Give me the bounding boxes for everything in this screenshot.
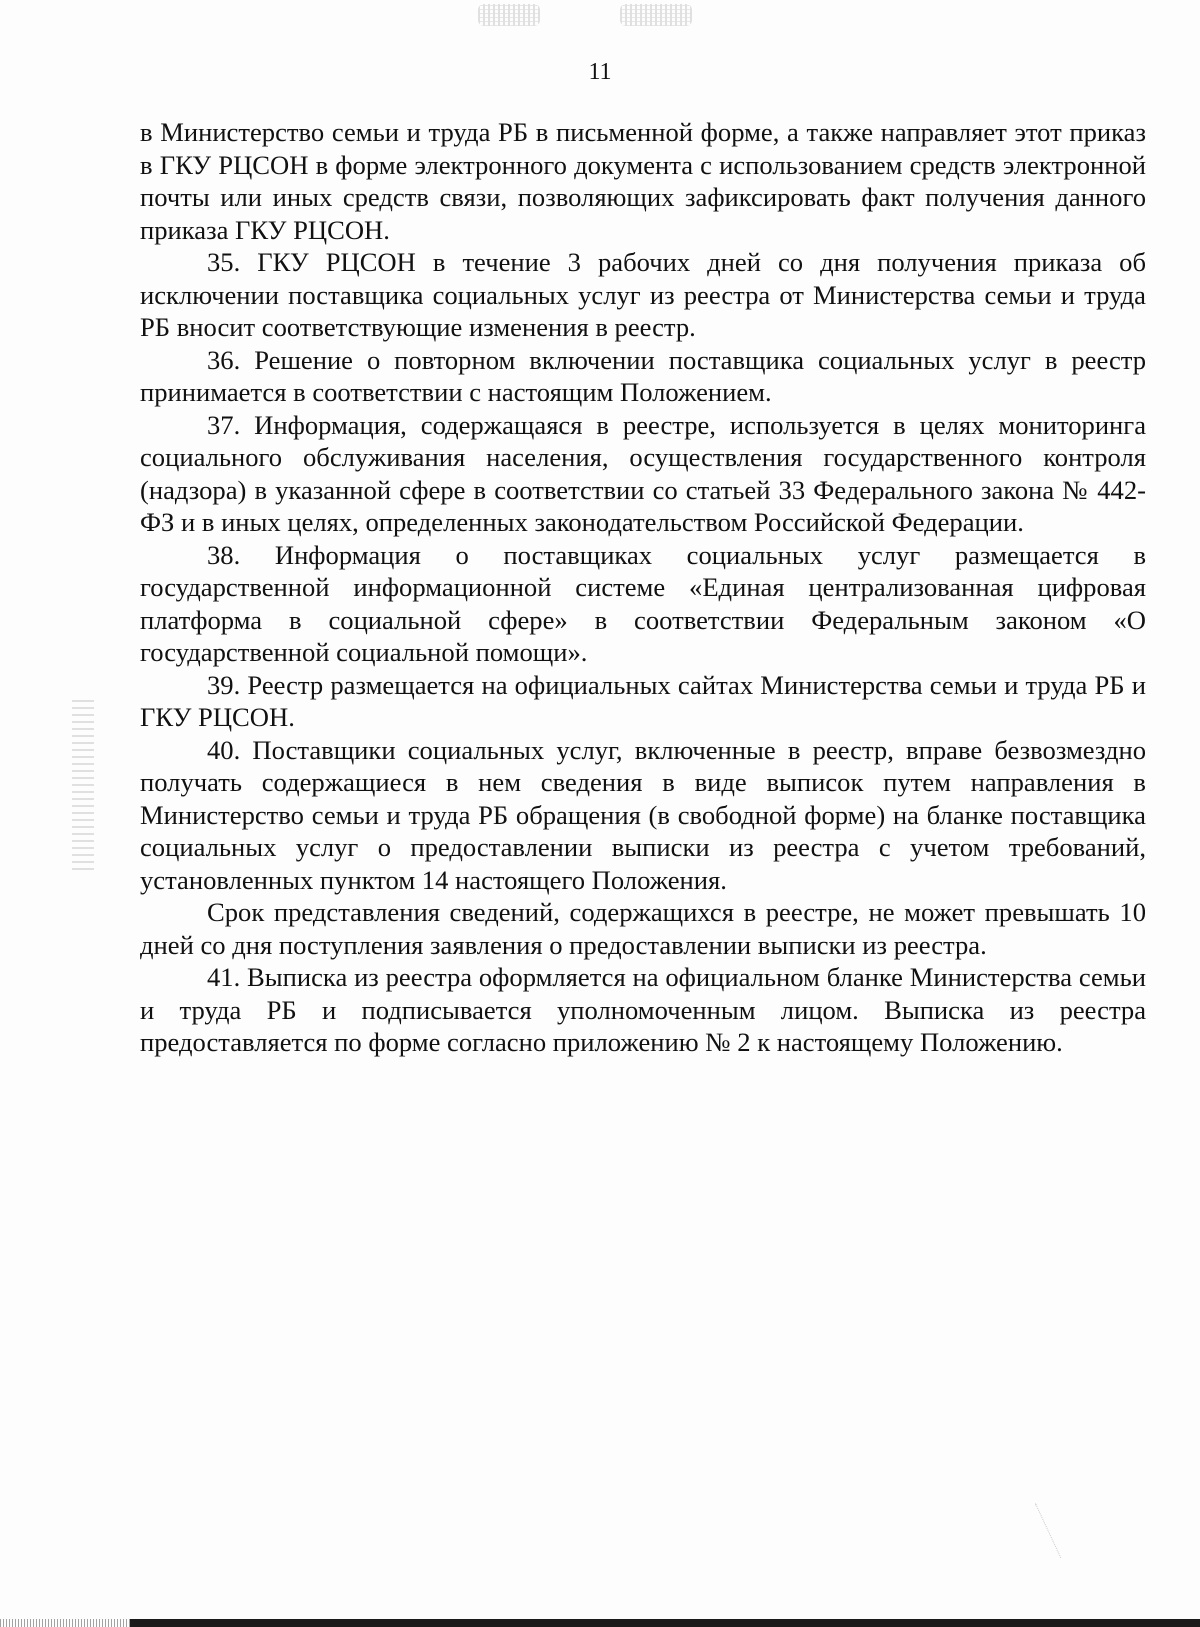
scan-artifact [478,4,540,26]
scan-edge [0,1619,130,1627]
paragraph-continuation: в Министерство семьи и труда РБ в письменной форме, а также направляет этот приказ в ГКУ РЦСОН в форме электронного документа с использованием средств электронной почты или иных средств связи, позволяющих зафиксировать факт получения данного приказа ГКУ РЦСОН. [140,117,1146,245]
paragraph-40-term: Срок представления сведений, содержащихся в реестре, не может превышать 10 дней со дня поступления заявления о предоставлении выписки из реестра. [140,897,1146,960]
scan-edge [130,1619,1200,1627]
paragraph-39: 39. Реестр размещается на официальных сайтах Министерства семьи и труда РБ и ГКУ РЦСОН. [140,669,1146,732]
paragraph-38: 38. Информация о поставщиках социальных услуг размещается в государственной информационной системе «Единая централизованная цифровая платформа в социальной сфере» в соответствии Федеральным законом «О государственной социальной помощи». [140,539,1146,667]
paragraph-35: 35. ГКУ РЦСОН в течение 3 рабочих дней со дня получения приказа об исключении поставщика социальных услуг из реестра от Министерства семьи и труда РБ вносит соответствующие изменения в реестр. [140,247,1146,342]
paragraph-40: 40. Поставщики социальных услуг, включенные в реестр, вправе безвозмездно получать содержащиеся в нем сведения в виде выписок путем направления в Министерство семьи и труда РБ обращения (в свободной форме) на бланке поставщика социальных услуг о предоставлении выписки из реестра с учетом требований, установленных пунктом 14 настоящего Положения. [140,734,1146,895]
scan-artifact [620,4,692,26]
document-body [140,116,1146,1059]
paragraph-41: 41. Выписка из реестра оформляется на официальном бланке Министерства семьи и труда РБ и подписывается уполномоченным лицом. Выписка из реестра предоставляется по форме согласно приложению № 2 к настоящему Положению. [140,962,1146,1057]
page-number: 11 [588,59,612,85]
paragraph-36: 36. Решение о повторном включении поставщика социальных услуг в реестр принимается в соответствии с настоящим Положением. [140,344,1146,407]
paragraph-37: 37. Информация, содержащаяся в реестре, используется в целях мониторинга социального обслуживания населения, осуществления государственного контроля (надзора) в указанной сфере в соответствии со статьей 33 Федерального закона № 442-ФЗ и в иных целях, определенных законодательством Российской Федерации. [140,409,1146,537]
scan-artifact [1008,1503,1061,1570]
scan-artifact [72,700,94,870]
